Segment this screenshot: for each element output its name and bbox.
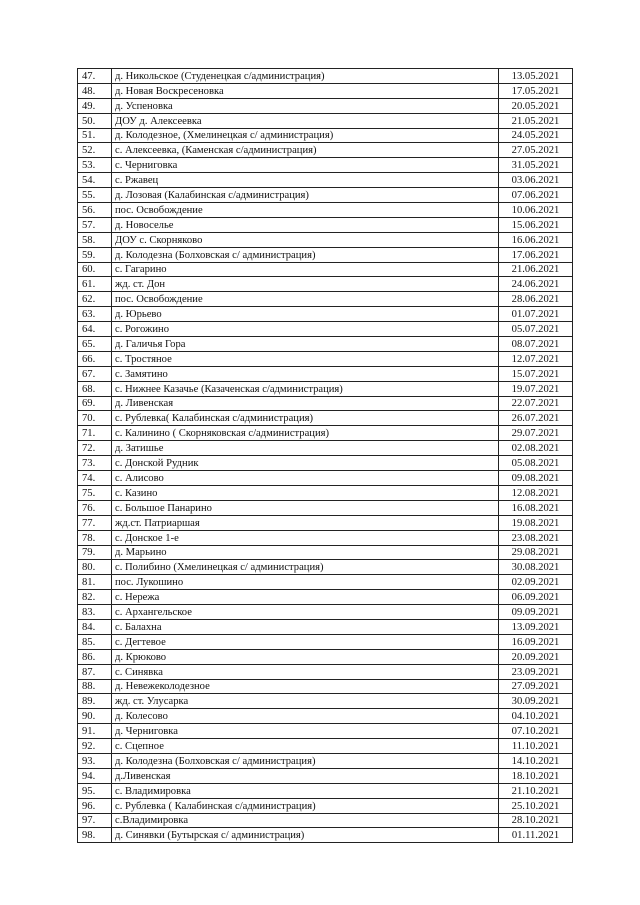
table-row [78, 158, 573, 173]
date-cell: 16.09.2021 [499, 634, 573, 649]
table-row [78, 619, 573, 634]
place-name-cell: пос. Освобождение [112, 203, 499, 218]
row-number-cell: 79. [78, 545, 112, 560]
row-number-cell: 98. [78, 828, 112, 843]
row-number-cell: 74. [78, 471, 112, 486]
place-name-cell: с. Казино [112, 485, 499, 500]
row-number-cell: 84. [78, 619, 112, 634]
row-number-cell: 49. [78, 98, 112, 113]
place-name-cell: с. Рублевка( Калабинская с/администрация) [112, 411, 499, 426]
place-name-cell: с. Рублевка ( Калабинская с/администрация) [112, 798, 499, 813]
row-number-cell: 71. [78, 426, 112, 441]
place-name-cell: с.Владимировка [112, 813, 499, 828]
row-number-cell: 58. [78, 232, 112, 247]
date-cell: 05.07.2021 [499, 322, 573, 337]
place-name-cell: д. Юрьево [112, 307, 499, 322]
date-cell: 28.10.2021 [499, 813, 573, 828]
row-number-cell: 91. [78, 724, 112, 739]
date-cell: 15.06.2021 [499, 217, 573, 232]
place-name-cell: д. Колодезна (Болховская с/ администрация) [112, 247, 499, 262]
row-number-cell: 77. [78, 515, 112, 530]
date-cell: 17.06.2021 [499, 247, 573, 262]
row-number-cell: 55. [78, 188, 112, 203]
place-name-cell: с. Архангельское [112, 605, 499, 620]
row-number-cell: 85. [78, 634, 112, 649]
row-number-cell: 96. [78, 798, 112, 813]
table-row [78, 113, 573, 128]
table-row [78, 500, 573, 515]
row-number-cell: 68. [78, 381, 112, 396]
row-number-cell: 48. [78, 83, 112, 98]
row-number-cell: 59. [78, 247, 112, 262]
row-number-cell: 67. [78, 366, 112, 381]
table-row [78, 337, 573, 352]
date-cell: 08.07.2021 [499, 337, 573, 352]
table-row [78, 515, 573, 530]
place-name-cell: д. Новая Воскресеновка [112, 83, 499, 98]
table-row [78, 664, 573, 679]
place-name-cell: жд. ст. Дон [112, 277, 499, 292]
row-number-cell: 80. [78, 560, 112, 575]
table-row [78, 545, 573, 560]
place-name-cell: д. Галичья Гора [112, 337, 499, 352]
table-row [78, 396, 573, 411]
date-cell: 19.08.2021 [499, 515, 573, 530]
date-cell: 13.09.2021 [499, 619, 573, 634]
row-number-cell: 54. [78, 173, 112, 188]
date-cell: 29.07.2021 [499, 426, 573, 441]
date-cell: 24.05.2021 [499, 128, 573, 143]
table-row [78, 98, 573, 113]
row-number-cell: 75. [78, 485, 112, 500]
place-name-cell: д. Черниговка [112, 724, 499, 739]
date-cell: 04.10.2021 [499, 709, 573, 724]
table-row [78, 634, 573, 649]
table-row [78, 351, 573, 366]
table-row [78, 322, 573, 337]
place-name-cell: с. Ржавец [112, 173, 499, 188]
date-cell: 18.10.2021 [499, 768, 573, 783]
date-cell: 12.08.2021 [499, 485, 573, 500]
date-cell: 05.08.2021 [499, 456, 573, 471]
place-name-cell: с. Алисово [112, 471, 499, 486]
row-number-cell: 47. [78, 69, 112, 84]
row-number-cell: 83. [78, 605, 112, 620]
row-number-cell: 69. [78, 396, 112, 411]
table-row [78, 247, 573, 262]
row-number-cell: 94. [78, 768, 112, 783]
row-number-cell: 70. [78, 411, 112, 426]
place-name-cell: ДОУ д. Алексеевка [112, 113, 499, 128]
place-name-cell: д. Крюково [112, 649, 499, 664]
row-number-cell: 97. [78, 813, 112, 828]
date-cell: 15.07.2021 [499, 366, 573, 381]
date-cell: 11.10.2021 [499, 739, 573, 754]
place-name-cell: с. Замятино [112, 366, 499, 381]
place-name-cell: с. Большое Панарино [112, 500, 499, 515]
row-number-cell: 51. [78, 128, 112, 143]
row-number-cell: 53. [78, 158, 112, 173]
row-number-cell: 63. [78, 307, 112, 322]
table-row [78, 217, 573, 232]
table-row [78, 560, 573, 575]
place-name-cell: пос. Освобождение [112, 292, 499, 307]
place-name-cell: д. Синявки (Бутырская с/ администрация) [112, 828, 499, 843]
date-cell: 16.08.2021 [499, 500, 573, 515]
row-number-cell: 82. [78, 590, 112, 605]
table-row [78, 724, 573, 739]
table-row [78, 203, 573, 218]
date-cell: 10.06.2021 [499, 203, 573, 218]
table-row [78, 262, 573, 277]
date-cell: 20.05.2021 [499, 98, 573, 113]
row-number-cell: 66. [78, 351, 112, 366]
place-name-cell: с. Черниговка [112, 158, 499, 173]
place-name-cell: д. Колодезное, (Хмелинецкая с/ администрация) [112, 128, 499, 143]
row-number-cell: 92. [78, 739, 112, 754]
date-cell: 27.09.2021 [499, 679, 573, 694]
date-cell: 07.06.2021 [499, 188, 573, 203]
place-name-cell: д. Колесово [112, 709, 499, 724]
table-row [78, 649, 573, 664]
place-name-cell: с. Полибино (Хмелинецкая с/ администрация) [112, 560, 499, 575]
place-name-cell: с. Владимировка [112, 783, 499, 798]
table-row [78, 277, 573, 292]
schedule-table-body [78, 69, 573, 843]
place-name-cell: с. Синявка [112, 664, 499, 679]
row-number-cell: 56. [78, 203, 112, 218]
date-cell: 19.07.2021 [499, 381, 573, 396]
row-number-cell: 50. [78, 113, 112, 128]
row-number-cell: 65. [78, 337, 112, 352]
place-name-cell: с. Нижнее Казачье (Казаченская с/администрация) [112, 381, 499, 396]
row-number-cell: 72. [78, 441, 112, 456]
place-name-cell: жд. ст. Улусарка [112, 694, 499, 709]
table-row [78, 128, 573, 143]
date-cell: 20.09.2021 [499, 649, 573, 664]
table-row [78, 485, 573, 500]
date-cell: 06.09.2021 [499, 590, 573, 605]
table-row [78, 307, 573, 322]
table-row [78, 813, 573, 828]
row-number-cell: 86. [78, 649, 112, 664]
place-name-cell: д. Лозовая (Калабинская с/администрация) [112, 188, 499, 203]
table-row [78, 173, 573, 188]
place-name-cell: д.Ливенская [112, 768, 499, 783]
table-row [78, 188, 573, 203]
place-name-cell: д. Затишье [112, 441, 499, 456]
table-row [78, 471, 573, 486]
date-cell: 12.07.2021 [499, 351, 573, 366]
row-number-cell: 81. [78, 575, 112, 590]
table-row [78, 83, 573, 98]
date-cell: 21.06.2021 [499, 262, 573, 277]
date-cell: 28.06.2021 [499, 292, 573, 307]
table-row [78, 753, 573, 768]
row-number-cell: 52. [78, 143, 112, 158]
date-cell: 21.10.2021 [499, 783, 573, 798]
table-row [78, 441, 573, 456]
date-cell: 01.11.2021 [499, 828, 573, 843]
date-cell: 07.10.2021 [499, 724, 573, 739]
place-name-cell: пос. Лукошино [112, 575, 499, 590]
place-name-cell: с. Дегтевое [112, 634, 499, 649]
place-name-cell: д. Марьино [112, 545, 499, 560]
date-cell: 17.05.2021 [499, 83, 573, 98]
row-number-cell: 73. [78, 456, 112, 471]
row-number-cell: 57. [78, 217, 112, 232]
table-row [78, 411, 573, 426]
table-row [78, 426, 573, 441]
place-name-cell: с. Гагарино [112, 262, 499, 277]
table-row [78, 679, 573, 694]
table-row [78, 292, 573, 307]
table-row [78, 828, 573, 843]
table-row [78, 456, 573, 471]
row-number-cell: 64. [78, 322, 112, 337]
date-cell: 24.06.2021 [499, 277, 573, 292]
place-name-cell: с. Тростяное [112, 351, 499, 366]
row-number-cell: 93. [78, 753, 112, 768]
row-number-cell: 95. [78, 783, 112, 798]
table-row [78, 366, 573, 381]
date-cell: 09.09.2021 [499, 605, 573, 620]
table-row [78, 69, 573, 84]
date-cell: 25.10.2021 [499, 798, 573, 813]
place-name-cell: с. Рогожино [112, 322, 499, 337]
table-row [78, 575, 573, 590]
date-cell: 03.06.2021 [499, 173, 573, 188]
date-cell: 27.05.2021 [499, 143, 573, 158]
date-cell: 01.07.2021 [499, 307, 573, 322]
table-row [78, 798, 573, 813]
place-name-cell: с. Донской Рудник [112, 456, 499, 471]
date-cell: 26.07.2021 [499, 411, 573, 426]
place-name-cell: ДОУ с. Скорняково [112, 232, 499, 247]
table-row [78, 783, 573, 798]
table-row [78, 605, 573, 620]
row-number-cell: 61. [78, 277, 112, 292]
place-name-cell: с. Нережа [112, 590, 499, 605]
row-number-cell: 89. [78, 694, 112, 709]
row-number-cell: 76. [78, 500, 112, 515]
row-number-cell: 88. [78, 679, 112, 694]
table-row [78, 590, 573, 605]
schedule-table [77, 68, 573, 843]
table-row [78, 530, 573, 545]
table-row [78, 694, 573, 709]
table-row [78, 768, 573, 783]
table-row [78, 143, 573, 158]
date-cell: 30.09.2021 [499, 694, 573, 709]
place-name-cell: д. Колодезна (Болховская с/ администрация) [112, 753, 499, 768]
date-cell: 02.08.2021 [499, 441, 573, 456]
place-name-cell: д. Никольское (Студенецкая с/администрация) [112, 69, 499, 84]
row-number-cell: 60. [78, 262, 112, 277]
place-name-cell: с. Донское 1-е [112, 530, 499, 545]
table-row [78, 232, 573, 247]
row-number-cell: 87. [78, 664, 112, 679]
date-cell: 02.09.2021 [499, 575, 573, 590]
date-cell: 16.06.2021 [499, 232, 573, 247]
date-cell: 23.08.2021 [499, 530, 573, 545]
place-name-cell: д. Невежеколодезное [112, 679, 499, 694]
date-cell: 09.08.2021 [499, 471, 573, 486]
date-cell: 22.07.2021 [499, 396, 573, 411]
date-cell: 31.05.2021 [499, 158, 573, 173]
table-row [78, 709, 573, 724]
place-name-cell: д. Успеновка [112, 98, 499, 113]
date-cell: 21.05.2021 [499, 113, 573, 128]
row-number-cell: 90. [78, 709, 112, 724]
date-cell: 13.05.2021 [499, 69, 573, 84]
table-row [78, 739, 573, 754]
table-row [78, 381, 573, 396]
place-name-cell: с. Балахна [112, 619, 499, 634]
date-cell: 14.10.2021 [499, 753, 573, 768]
place-name-cell: с. Калинино ( Скорняковская с/администрация) [112, 426, 499, 441]
row-number-cell: 78. [78, 530, 112, 545]
date-cell: 29.08.2021 [499, 545, 573, 560]
place-name-cell: д. Ливенская [112, 396, 499, 411]
place-name-cell: жд.ст. Патриаршая [112, 515, 499, 530]
place-name-cell: с. Алексеевка, (Каменская с/администрация) [112, 143, 499, 158]
date-cell: 30.08.2021 [499, 560, 573, 575]
place-name-cell: с. Сцепное [112, 739, 499, 754]
date-cell: 23.09.2021 [499, 664, 573, 679]
place-name-cell: д. Новоселье [112, 217, 499, 232]
row-number-cell: 62. [78, 292, 112, 307]
